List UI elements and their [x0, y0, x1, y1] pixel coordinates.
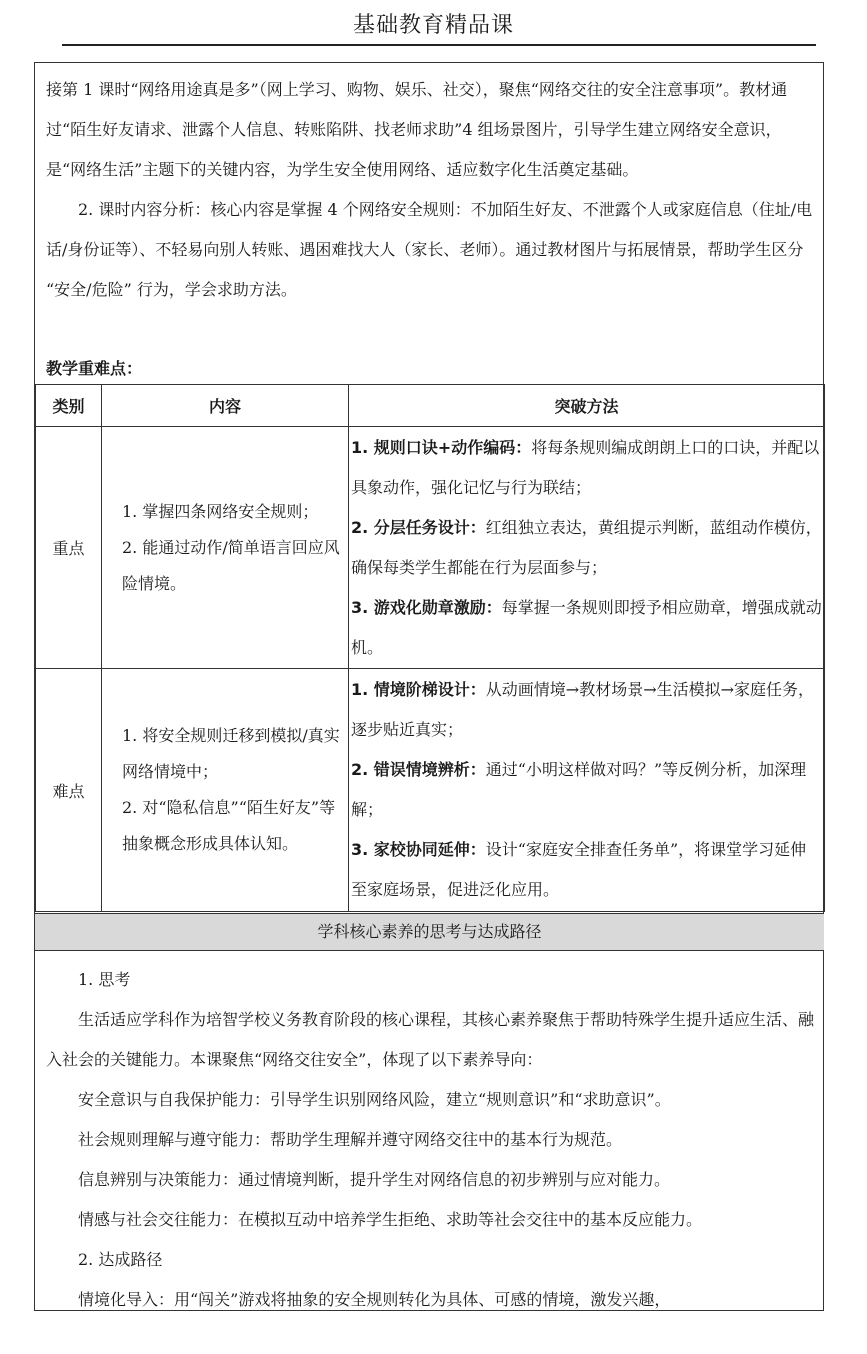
method-text: 红组独立表达，黄组提示判断，蓝组动作模仿，确保每类学生都能在行为层面参与；: [351, 517, 822, 577]
method-lead: 1. 规则口诀+动作编码：: [351, 437, 532, 457]
page-header-title: 基础教育精品课: [352, 13, 514, 38]
header-method: 突破方法: [349, 385, 825, 427]
core-paragraph: 安全意识与自我保护能力：引导学生识别网络风险，建立“规则意识”和“求助意识”。: [78, 1090, 671, 1109]
core-paragraph: 社会规则理解与遵守能力：帮助学生理解并遵守网络交往中的基本行为规范。: [78, 1130, 623, 1149]
method-cell: [349, 427, 825, 669]
method-item: [351, 670, 822, 750]
key-difficult-heading: 教学重难点：: [46, 359, 143, 378]
content-item: 2. 能通过动作/简单语言回应风险情境。: [122, 537, 340, 593]
core-literacy-section-title: 学科核心素养的思考与达成路径: [35, 913, 824, 951]
header-divider: [62, 44, 816, 46]
method-lead: 2. 分层任务设计：: [351, 517, 486, 537]
method-text: 设计“家庭安全排查任务单”，将课堂学习延伸至家庭场景，促进泛化应用。: [351, 840, 807, 899]
core-paragraph: 生活适应学科作为培智学校义务教育阶段的核心课程，其核心素养聚焦于帮助特殊学生提升适应生活、融入社会的关键能力。本课聚焦“网络交往安全”，体现了以下素养导向：: [46, 1010, 815, 1069]
method-lead: 3. 家校协同延伸：: [351, 840, 486, 859]
method-item: [351, 428, 822, 508]
category-cell: 重点: [36, 427, 102, 669]
content-cell: [102, 669, 349, 912]
content-item: 1. 将安全规则迁移到模拟/真实网络情境中；: [122, 726, 340, 781]
core-paragraph: 情感与社会交往能力：在模拟互动中培养学生拒绝、求助等社会交往中的基本反应能力。: [78, 1210, 703, 1229]
content-cell: [102, 427, 349, 669]
core-paragraph: 信息辨别与决策能力：通过情境判断，提升学生对网络信息的初步辨别与应对能力。: [78, 1170, 671, 1189]
table-row: [36, 669, 825, 912]
method-text: 从动画情境→教材场景→生活模拟→家庭任务，逐步贴近真实；: [351, 680, 815, 739]
method-text: 通过“小明这样做对吗？”等反例分析，加深理解；: [351, 760, 807, 819]
content-item: 1. 掌握四条网络安全规则；: [122, 501, 319, 521]
header-content: 内容: [102, 385, 349, 427]
content-item: 2. 对“隐私信息”“陌生好友”等抽象概念形成具体认知。: [122, 798, 336, 853]
method-lead: 2. 错误情境辨析：: [351, 760, 486, 779]
method-item: [351, 508, 822, 588]
method-lead: 3. 游戏化勋章激励：: [351, 597, 502, 617]
method-item: [351, 750, 822, 830]
core-paragraph: 2. 达成路径: [78, 1250, 163, 1269]
intro-paragraph-2: 2. 课时内容分析：核心内容是掌握 4 个网络安全规则：不加陌生好友、不泄露个人或家庭信息（住址/电话/身份证等）、不轻易向别人转账、遇困难找大人（家长、老师）。通过教材图片与拓展情景，帮助学生区分 “安全/危险” 行为，学会求助方法。: [46, 200, 813, 299]
intro-section: [46, 70, 816, 310]
method-text: 将每条规则编成朗朗上口的口诀，并配以具象动作，强化记忆与行为联结；: [351, 437, 820, 497]
category-cell: 难点: [36, 669, 102, 912]
method-text: 每掌握一条规则即授予相应勋章，增强成就动机。: [351, 597, 822, 657]
method-cell: [349, 669, 825, 912]
method-lead: 1. 情境阶梯设计：: [351, 680, 486, 699]
core-literacy-body: [46, 960, 816, 1320]
core-paragraph: 1. 思考: [78, 970, 131, 989]
intro-paragraph-1: 接第 1 课时“网络用途真是多”（网上学习、购物、娱乐、社交），聚焦“网络交往的安全注意事项”。教材通过“陌生好友请求、泄露个人信息、转账陷阱、找老师求助”4 组场景图片，引导学生建立网络安全意识，是“网络生活”主题下的关键内容，为学生安全使用网络、适应数字化生活奠定基础。: [46, 80, 788, 179]
header-category: 类别: [36, 385, 102, 427]
table-row: [36, 427, 825, 669]
key-difficult-table: [35, 384, 825, 912]
method-item: [351, 830, 822, 910]
method-item: [351, 588, 822, 668]
core-paragraph: 情境化导入：用“闯关”游戏将抽象的安全规则转化为具体、可感的情境，激发兴趣，: [78, 1290, 671, 1309]
table-header-row: [36, 385, 825, 427]
